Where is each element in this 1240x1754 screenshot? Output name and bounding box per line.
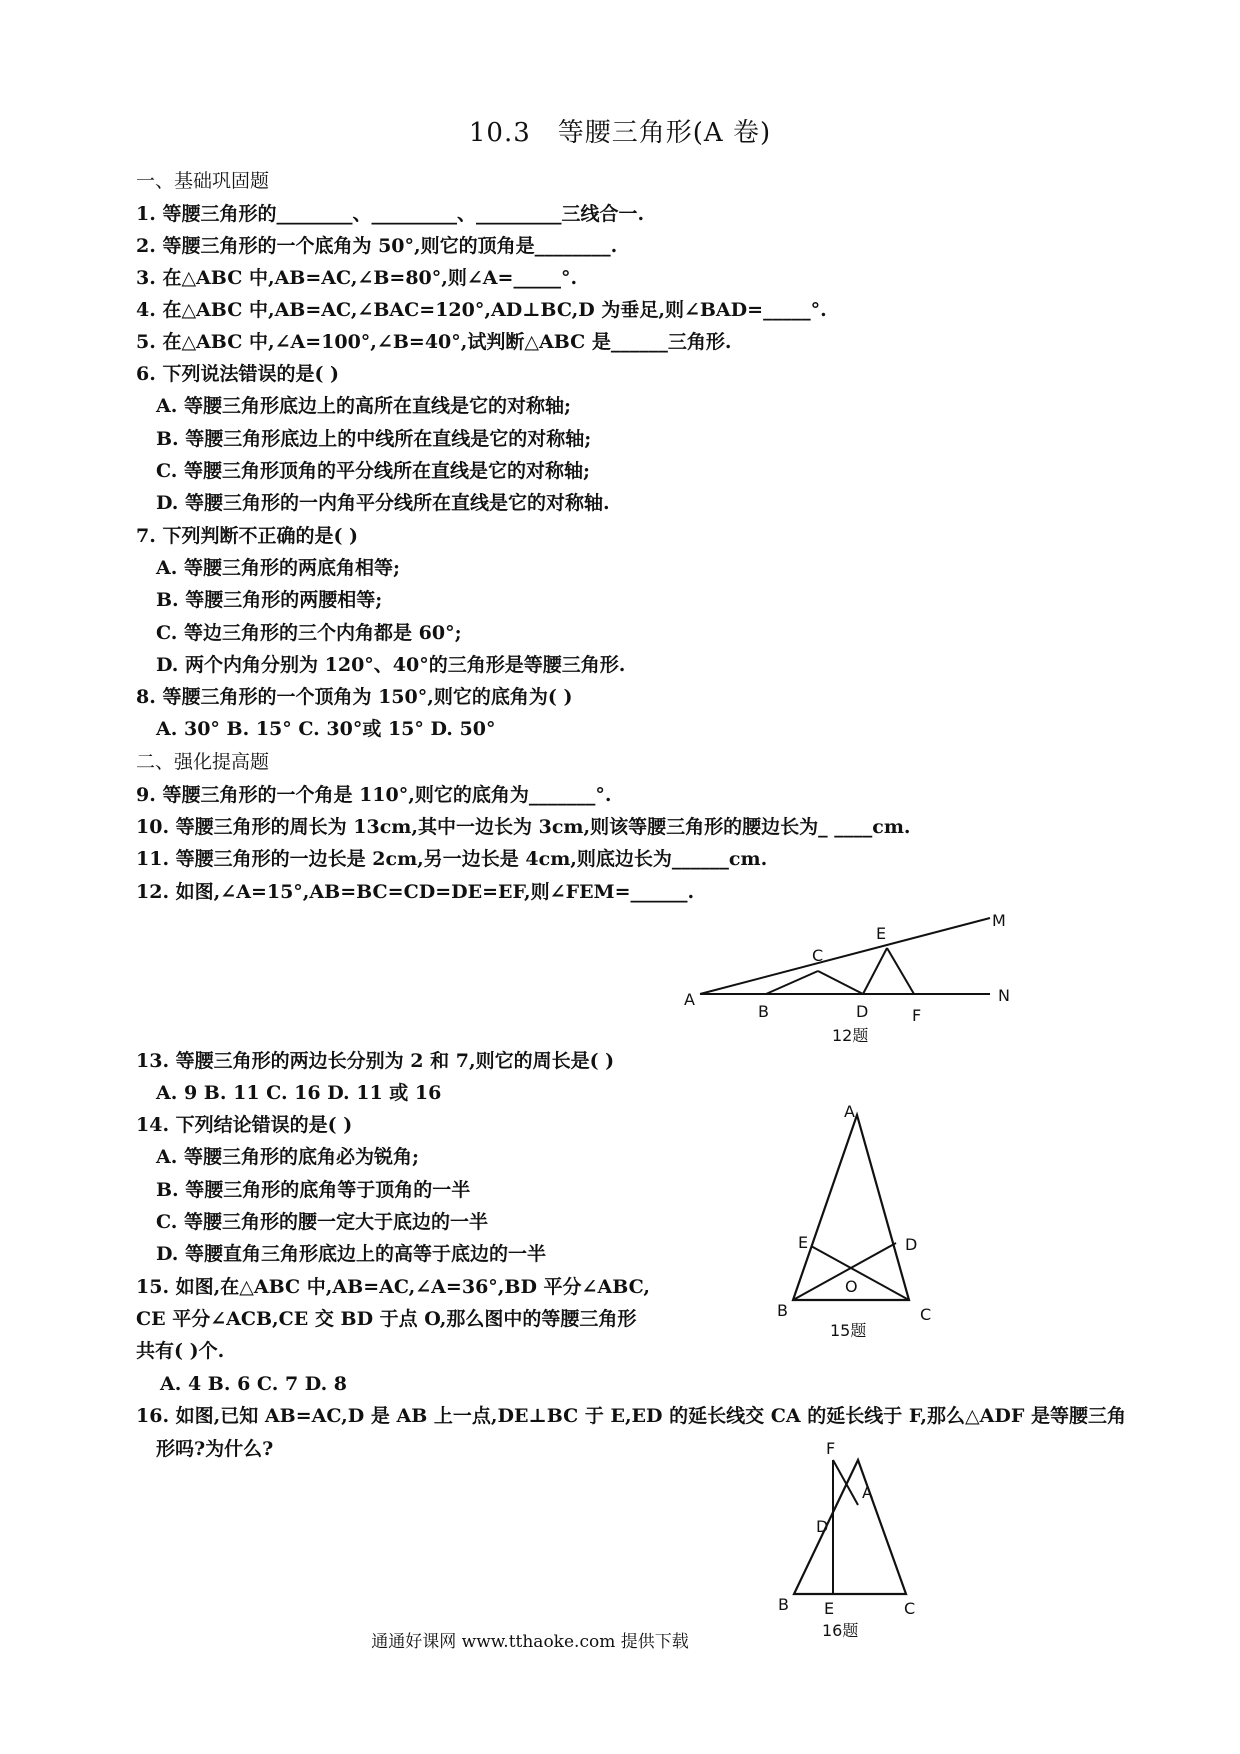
question-8: 8. 等腰三角形的一个顶角为 150°,则它的底角为( ) — [136, 686, 573, 708]
fig15-label-e: E — [798, 1233, 809, 1252]
fig12-label-n: N — [998, 986, 1010, 1005]
question-15-options: A. 4 B. 6 C. 7 D. 8 — [160, 1373, 348, 1395]
fig12-label-c: C — [812, 946, 824, 965]
fig16-label-a: A — [862, 1483, 873, 1502]
fig16-label-d: D — [816, 1517, 829, 1536]
question-10: 10. 等腰三角形的周长为 13cm,其中一边长为 3cm,则该等腰三角形的腰边长为_ ____cm. — [136, 816, 911, 838]
fig16-label-b: B — [778, 1595, 789, 1614]
question-14-option-a: A. 等腰三角形的底角必为锐角; — [156, 1146, 419, 1168]
fig12-label-e: E — [876, 924, 887, 943]
question-13-options: A. 9 B. 11 C. 16 D. 11 或 16 — [156, 1082, 442, 1104]
fig12-label-b: B — [758, 1002, 769, 1021]
question-7-option-c: C. 等边三角形的三个内角都是 60°; — [156, 622, 462, 644]
section-1-heading: 一、基础巩固题 — [136, 170, 270, 192]
fig16-label-c: C — [904, 1599, 916, 1618]
question-9: 9. 等腰三角形的一个角是 110°,则它的底角为_______°. — [136, 784, 612, 806]
question-15-line-1: 15. 如图,在△ABC 中,AB=AC,∠A=36°,BD 平分∠ABC, — [136, 1276, 651, 1298]
fig15-label-c: C — [920, 1305, 932, 1324]
question-7-option-b: B. 等腰三角形的两腰相等; — [156, 589, 383, 611]
question-7-option-a: A. 等腰三角形的两底角相等; — [156, 557, 400, 579]
fig15-label-d: D — [905, 1235, 918, 1254]
fig16-caption: 16题 — [822, 1621, 859, 1640]
fig12-label-m: M — [992, 911, 1006, 930]
question-14-option-d: D. 等腰直角三角形底边上的高等于底边的一半 — [156, 1243, 547, 1265]
question-6-option-b: B. 等腰三角形底边上的中线所在直线是它的对称轴; — [156, 428, 592, 450]
question-15-line-2: CE 平分∠ACB,CE 交 BD 于点 O,那么图中的等腰三角形 — [136, 1308, 637, 1330]
fig15-label-b: B — [777, 1301, 788, 1320]
fig16-label-e: E — [824, 1599, 835, 1618]
fig12-caption: 12题 — [832, 1026, 869, 1045]
figure-16 — [770, 1440, 930, 1650]
fig12-label-d: D — [856, 1002, 869, 1021]
question-4: 4. 在△ABC 中,AB=AC,∠BAC=120°,AD⊥BC,D 为垂足,则∠BAD=_____°. — [136, 299, 827, 321]
question-6: 6. 下列说法错误的是( ) — [136, 363, 340, 385]
question-14: 14. 下列结论错误的是( ) — [136, 1114, 353, 1136]
question-1: 1. 等腰三角形的________、_________、_________三线合一. — [136, 203, 645, 225]
question-3: 3. 在△ABC 中,AB=AC,∠B=80°,则∠A=_____°. — [136, 267, 578, 289]
question-7: 7. 下列判断不正确的是( ) — [136, 525, 359, 547]
page-title: 10.3 等腰三角形(A 卷) — [468, 118, 772, 148]
fig16-label-f: F — [826, 1439, 836, 1458]
fig15-label-o: O — [845, 1277, 858, 1296]
fig12-label-a: A — [684, 990, 695, 1009]
question-15-line-3: 共有( )个. — [136, 1340, 225, 1362]
section-2-heading: 二、强化提高题 — [136, 751, 270, 773]
page-footer: 通通好课网 www.tthaoke.com 提供下载 — [371, 1632, 689, 1652]
question-14-option-c: C. 等腰三角形的腰一定大于底边的一半 — [156, 1211, 489, 1233]
question-14-option-b: B. 等腰三角形的底角等于顶角的一半 — [156, 1179, 471, 1201]
question-11: 11. 等腰三角形的一边长是 2cm,另一边长是 4cm,则底边长为______cm. — [136, 848, 768, 870]
figure-12 — [670, 905, 1040, 1050]
fig12-label-f: F — [912, 1006, 922, 1025]
question-16-line-1: 16. 如图,已知 AB=AC,D 是 AB 上一点,DE⊥BC 于 E,ED 的延长线交 CA 的延长线于 F,那么△ADF 是等腰三角 — [136, 1405, 1126, 1427]
question-13: 13. 等腰三角形的两边长分别为 2 和 7,则它的周长是( ) — [136, 1050, 615, 1072]
question-12: 12. 如图,∠A=15°,AB=BC=CD=DE=EF,则∠FEM=______. — [136, 881, 695, 903]
fig15-label-a: A — [844, 1102, 855, 1121]
fig15-caption: 15题 — [830, 1321, 867, 1340]
question-6-option-c: C. 等腰三角形顶角的平分线所在直线是它的对称轴; — [156, 460, 591, 482]
question-16-line-2: 形吗?为什么? — [156, 1438, 274, 1460]
question-6-option-d: D. 等腰三角形的一内角平分线所在直线是它的对称轴. — [156, 492, 610, 514]
question-8-options: A. 30° B. 15° C. 30°或 15° D. 50° — [156, 718, 496, 740]
question-5: 5. 在△ABC 中,∠A=100°,∠B=40°,试判断△ABC 是______三角形. — [136, 331, 732, 353]
question-2: 2. 等腰三角形的一个底角为 50°,则它的顶角是________. — [136, 235, 618, 257]
figure-15 — [770, 1100, 940, 1345]
question-6-option-a: A. 等腰三角形底边上的高所在直线是它的对称轴; — [156, 395, 571, 417]
question-7-option-d: D. 两个内角分别为 120°、40°的三角形是等腰三角形. — [156, 654, 626, 676]
